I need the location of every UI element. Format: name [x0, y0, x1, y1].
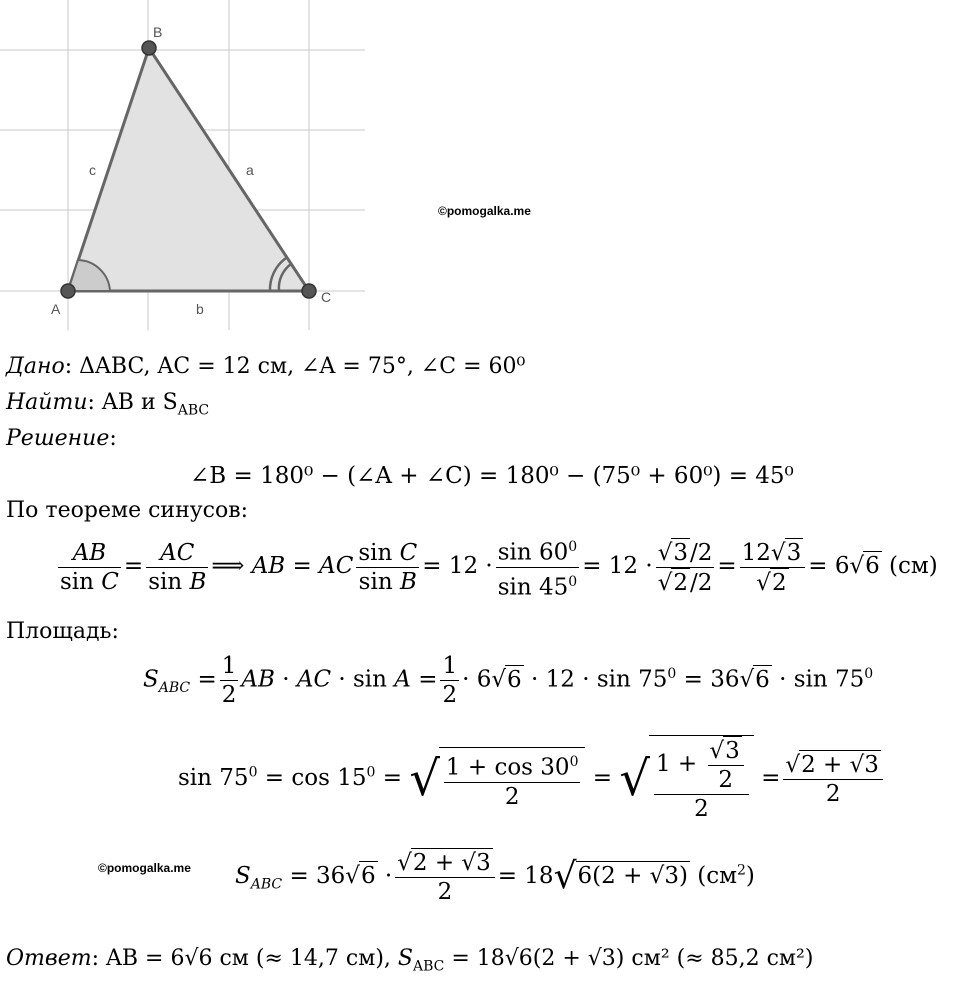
area-heading: Площадь:	[6, 619, 119, 644]
area-equation: $S_{ABC}$ = $\frac{1}{2}$ AB · AC · sin A = $\frac{1}{2}$ · $6√6 \cdot 12 \cdot \sin 75^0 = 36√6 \cdot \sin 75^0$	[143, 653, 874, 708]
label-a-vertex: A	[51, 301, 61, 317]
given-line	[6, 353, 525, 381]
point-a	[61, 284, 75, 298]
sines-heading: По теореме синусов:	[6, 498, 249, 523]
given-expr: : ΔABC, AC = 12 см, ∠A = 75°, ∠C = 60⁰	[64, 354, 526, 379]
watermark-bottom: ©pomogalka.me	[98, 861, 191, 875]
angle-b-equation: ∠B = 180⁰ − (∠A + ∠C) = 180⁰ − (75⁰ + 60⁰) = 45⁰	[190, 463, 794, 489]
answer-part2: = 18√6(2 + √3) см² (≈ 85,2 см²)	[444, 946, 814, 971]
sin75-equation: $\sin 75^0 = \cos 15^0$ = √ $\frac{1 + \cos 30^0}{2}$ = √ 1 + $\frac{√3}{2}$ 2 = $\frac{√2 + √3}{2}$	[178, 735, 886, 823]
area-result-equation: $S_{ABC} = 36√6$ · $\frac{√2 + √3}{2}$ = 18√6(2 + √3) $(см^2)$	[235, 850, 755, 905]
solution-label: Решение	[6, 426, 110, 451]
point-b	[142, 41, 156, 55]
label-c-vertex: C	[321, 289, 332, 305]
solution-line: Решение:	[6, 426, 117, 451]
law-of-sines-equation: $\frac{AB}{\text{sin C}}$ = $\frac{AC}{\text{sin B}}$ ⟹ AB = AC $\frac{\text{sin C}}{\text{sin B}}$ = 12 · $\frac{\sin 60^0}{\sin 45^0}$ = 12 · $\frac{√3/2}{√2/2}$ = $\frac{12√3}{√2}$ = 6√6 (см)	[55, 533, 938, 601]
triangle-abc	[68, 48, 309, 291]
label-side-a: a	[246, 162, 254, 178]
find-expr: : AB и S	[87, 390, 178, 415]
answer-part1: : AB = 6√6 см (≈ 14,7 см),	[91, 946, 391, 971]
point-c	[302, 284, 316, 298]
given-label: Дано	[6, 354, 65, 379]
label-side-b: b	[196, 301, 204, 317]
answer-label: Ответ	[6, 946, 92, 971]
find-label: Найти	[6, 390, 88, 415]
watermark-top: ©pomogalka.me	[438, 204, 531, 218]
label-side-c: c	[89, 162, 96, 178]
find-line	[6, 389, 209, 424]
triangle-figure	[0, 0, 380, 335]
label-b-vertex: B	[153, 24, 163, 40]
answer-line: Ответ: AB = 6√6 см (≈ 14,7 см), $S_{ABC} = 18√6(2 + √3)$ см² (≈ 85,2 см²)	[6, 946, 814, 975]
find-sub: ABC	[177, 402, 210, 419]
